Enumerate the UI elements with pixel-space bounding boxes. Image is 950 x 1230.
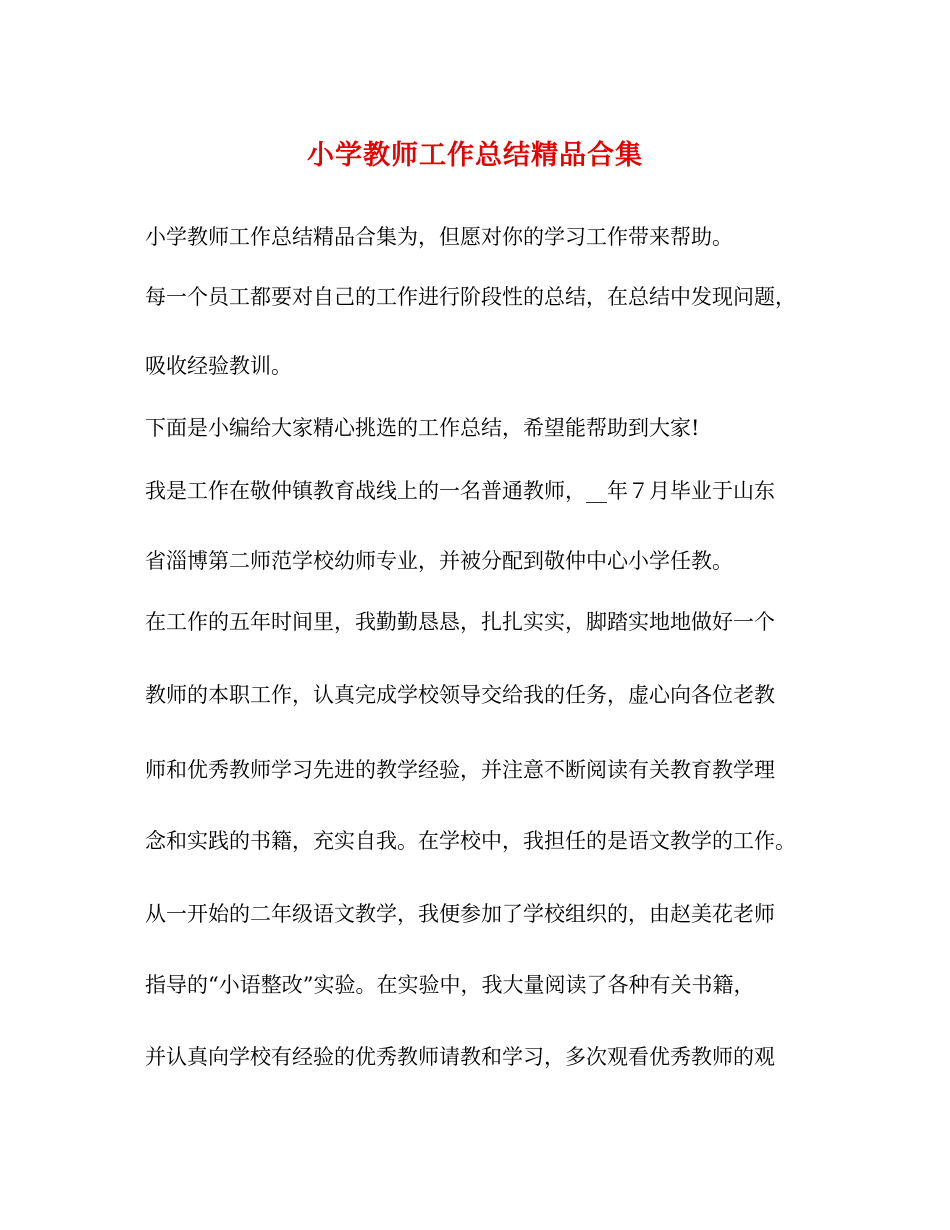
paragraph-line: 我是工作在敬仲镇教育战线上的一名普通教师，__年７月毕业于山东 <box>145 479 775 503</box>
paragraph-line: 念和实践的书籍，充实自我。在学校中，我担任的是语文教学的工作。 <box>145 829 796 853</box>
paragraph-line: 教师的本职工作，认真完成学校领导交给我的任务，虚心向各位老教 <box>145 683 775 707</box>
paragraph-line: 师和优秀教师学习先进的教学经验，并注意不断阅读有关教育教学理 <box>145 758 775 782</box>
paragraph-line: 在工作的五年时间里，我勤勤恳恳，扎扎实实，脚踏实地地做好一个 <box>145 610 775 634</box>
paragraph-line: 吸收经验教训。 <box>145 354 292 378</box>
paragraph-line: 小学教师工作总结精品合集为，但愿对你的学习工作带来帮助。 <box>145 225 733 249</box>
paragraph-line: 从一开始的二年级语文教学，我便参加了学校组织的，由赵美花老师 <box>145 902 775 926</box>
paragraph-line: 省淄博第二师范学校幼师专业，并被分配到敬仲中心小学任教。 <box>145 549 733 573</box>
paragraph-line: 指导的“小语整改”实验。在实验中，我大量阅读了各种有关书籍， <box>145 973 755 997</box>
paragraph-line: 并认真向学校有经验的优秀教师请教和学习，多次观看优秀教师的观 <box>145 1045 775 1069</box>
paragraph-line: 下面是小编给大家精心挑选的工作总结，希望能帮助到大家! <box>145 416 700 440</box>
document-title: 小学教师工作总结精品合集 <box>307 140 643 171</box>
paragraph-line: 每一个员工都要对自己的工作进行阶段性的总结，在总结中发现问题， <box>145 285 796 309</box>
